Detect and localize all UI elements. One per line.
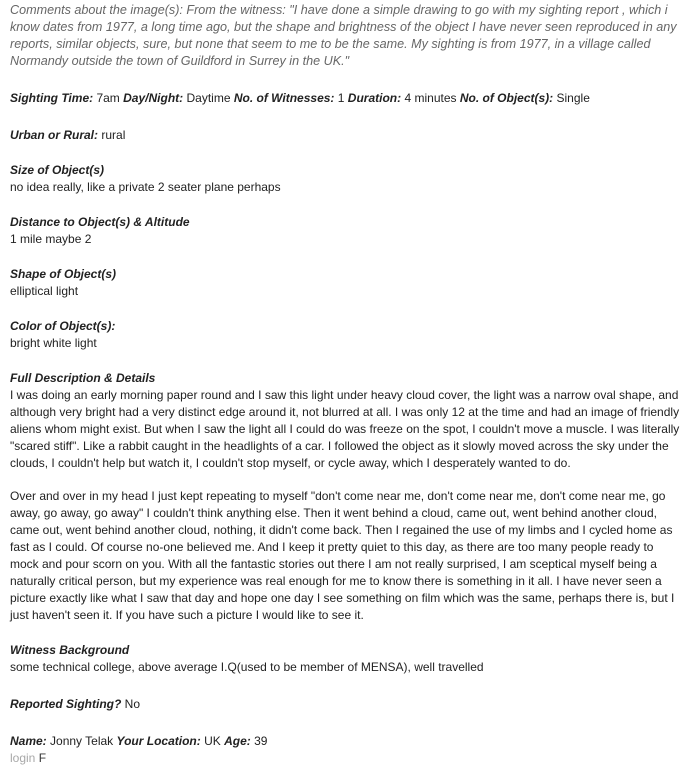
- age-label: Age:: [224, 734, 251, 748]
- size-section: [10, 162, 682, 196]
- location-label: Your Location:: [116, 734, 201, 748]
- background-label: Witness Background: [10, 643, 130, 657]
- witness-count-label: No. of Witnesses:: [233, 91, 335, 105]
- background-section: [10, 642, 682, 676]
- shape-label: Shape of Object(s): [10, 267, 117, 281]
- urban-rural-row: [10, 127, 682, 144]
- sighting-time-label: Sighting Time:: [10, 91, 94, 105]
- object-count-value: Single: [556, 91, 590, 105]
- location-value: UK: [204, 734, 221, 748]
- description-label: Full Description & Details: [10, 371, 156, 385]
- distance-section: [10, 214, 682, 248]
- f-text: F: [38, 751, 47, 765]
- reported-row: [10, 696, 682, 713]
- object-count-label: No. of Object(s):: [459, 91, 554, 105]
- shape-value: elliptical light: [10, 284, 79, 298]
- color-section: [10, 318, 682, 352]
- sighting-summary-row: [10, 90, 682, 107]
- distance-value: 1 mile maybe 2: [10, 232, 92, 246]
- sighting-report: [10, 2, 682, 767]
- description-paragraph: I was doing an early morning paper round and I saw this light under heavy cloud cover, the light was a narrow oval shape, and although very bright had a very distinct edge around it, not blurred at all. I was only 12 at the time and had an image of friendly aliens whom might exist. But when I saw the light all I could do was freeze on the spot, I couldn't move a muscle. I was literally "scared stiff". Like a rabbit caught in the headlights of a car. I followed the object as it slowly moved across the sky under the clouds, I couldn't help but watch it, I couldn't stop myself, or cycle away, which I desperately wanted to do.: [10, 388, 680, 470]
- duration-value: 4 minutes: [404, 91, 457, 105]
- size-value: no idea really, like a private 2 seater plane perhaps: [10, 180, 281, 194]
- name-value: Jonny Telak: [50, 734, 114, 748]
- description-paragraph: Over and over in my head I just kept repeating to myself "don't come near me, don't come near me, don't come near me, go away, go away, go away" I couldn't think anything else. Then it went behind a cloud, came out, went behind another cloud, came out, went behind another cloud, nothing, it didn't come back. Then I regained the use of my limbs and I cycled home as fast as I could. Of course no-one believed me. And I keep it pretty quiet to this day, as there are too many people ready to mock and pour scorn on you. With all the fantastic stories out there I am not really surprised, I am sceptical myself being a naturally critical person, but my experience was real enough for me to know there is something in it all. I have never seen a picture exactly like what I saw that day and hope one day I see something on film which was the same, perhaps there is, but I just haven't seen it. If you have such a picture I would like to see it.: [10, 489, 675, 622]
- witness-info-row: [10, 733, 682, 750]
- description-section: [10, 370, 682, 624]
- login-row: [10, 750, 682, 767]
- color-value: bright white light: [10, 336, 97, 350]
- login-link[interactable]: login: [10, 751, 36, 765]
- reported-label: Reported Sighting?: [10, 697, 122, 711]
- witness-count-value: 1: [337, 91, 345, 105]
- shape-section: [10, 266, 682, 300]
- witness-comments: Comments about the image(s): From the witness: "I have done a simple drawing to go with my sighting report , which i know dates from 1977, a long time ago, but the shape and brightness of the object I have never seen reproduced in any reports, similar objects, sure, but none that seem to me to be the same. My sighting is from 1977, in a village called Normandy outside the town of Guildford in Surrey in the UK.": [10, 3, 677, 68]
- age-value: 39: [254, 734, 268, 748]
- color-label: Color of Object(s):: [10, 319, 116, 333]
- distance-label: Distance to Object(s) & Altitude: [10, 215, 190, 229]
- background-value: some technical college, above average I.Q(used to be member of MENSA), well travelled: [10, 660, 484, 674]
- duration-label: Duration:: [347, 91, 402, 105]
- day-night-value: Daytime: [186, 91, 231, 105]
- reported-value: No: [124, 697, 141, 711]
- sighting-time-value: 7am: [96, 91, 120, 105]
- urban-rural-value: rural: [101, 128, 126, 142]
- urban-rural-label: Urban or Rural:: [10, 128, 99, 142]
- name-label: Name:: [10, 734, 47, 748]
- day-night-label: Day/Night:: [123, 91, 184, 105]
- size-label: Size of Object(s): [10, 163, 105, 177]
